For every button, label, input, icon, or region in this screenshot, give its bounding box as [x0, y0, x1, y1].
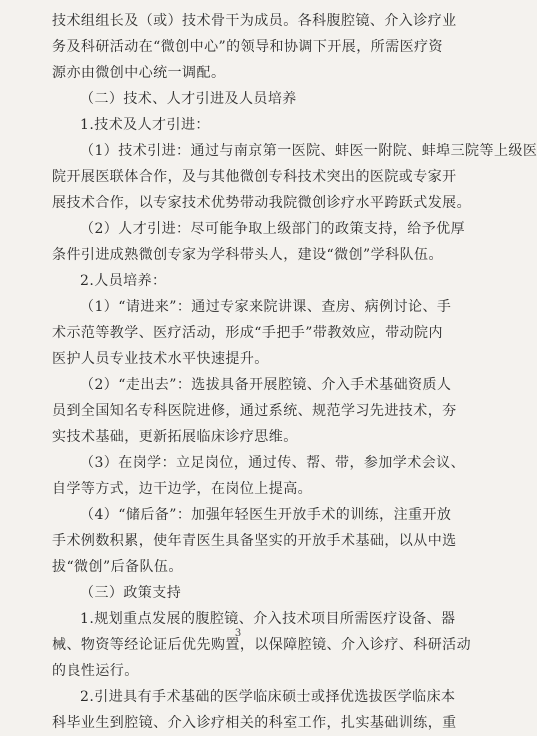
- text-line: 手术例数积累，使年青医生具备坚实的开放手术基础，以从中选: [52, 533, 457, 549]
- text-line: 2.人员培养：: [80, 273, 167, 289]
- page-number: 3: [234, 628, 242, 639]
- text-line: 技术组组长及（或）技术骨干为成员。各科腹腔镜、介入诊疗业: [52, 13, 457, 29]
- text-line: 实技术基础，更新拓展临床诊疗思维。: [52, 429, 298, 445]
- text-line: 院开展医联体合作，及与其他微创专科技术突出的医院或专家开: [52, 169, 457, 185]
- text-line: 1.技术及人才引进：: [80, 117, 210, 133]
- text-line: 展技术合作，以专家技术优势带动我院微创诊疗水平跨跃式发展。: [52, 195, 472, 211]
- document-body: [52, 8, 537, 736]
- text-line: 源亦由微创中心统一调配。: [52, 65, 226, 81]
- text-line: 务及科研活动在“微创中心”的领导和协调下开展，所需医疗资: [52, 39, 443, 55]
- text-line: （4）“储后备”：加强年轻医生开放手术的训练，注重开放: [80, 507, 452, 523]
- text-line: （3）在岗学：立足岗位，通过传、帮、带，参加学术会议、: [80, 455, 466, 471]
- text-line: 医护人员专业技术水平快速提升。: [52, 351, 269, 367]
- text-line: 术示范等教学、医疗活动，形成“手把手”带教效应，带动院内: [52, 325, 443, 341]
- text-line: 条件引进成熟微创专家为学科带头人，建设“微创”学科队伍。: [52, 247, 443, 263]
- text-line: （1）“请进来”：通过专家来院讲课、查房、病例讨论、手: [80, 299, 452, 315]
- text-line: （2）“走出去”：选拔具备开展腔镜、介入手术基础资质人: [80, 377, 452, 393]
- text-line: 员到全国知名专科医院进修，通过系统、规范学习先进技术，夯: [52, 403, 457, 419]
- text-line: 的良性运行。: [52, 663, 139, 679]
- text-line: 自学等方式，边干边学，在岗位上提高。: [52, 481, 313, 497]
- text-line: 拔“微创”后备队伍。: [52, 559, 183, 575]
- text-line: 1.规划重点发展的腹腔镜、介入技术项目所需医疗设备、器: [80, 611, 456, 627]
- text-line: 械、物资等经论证后优先购置，以保障腔镜、介入诊疗、科研活动: [52, 637, 472, 653]
- text-line: （三）政策支持: [80, 585, 182, 601]
- text-line: （1）技术引进：通过与南京第一医院、蚌医一附院、蚌埠三院等上级医: [80, 143, 537, 159]
- text-line: 科毕业生到腔镜、介入诊疗相关的科室工作，扎实基础训练，重: [52, 715, 457, 731]
- text-line: （2）人才引进：尽可能争取上级部门的政策支持，给予优厚: [80, 221, 466, 237]
- text-line: （二）技术、人才引进及人员培养: [80, 91, 297, 107]
- text-line: 2.引进具有手术基础的医学临床硕士或择优选拔医学临床本: [80, 689, 456, 705]
